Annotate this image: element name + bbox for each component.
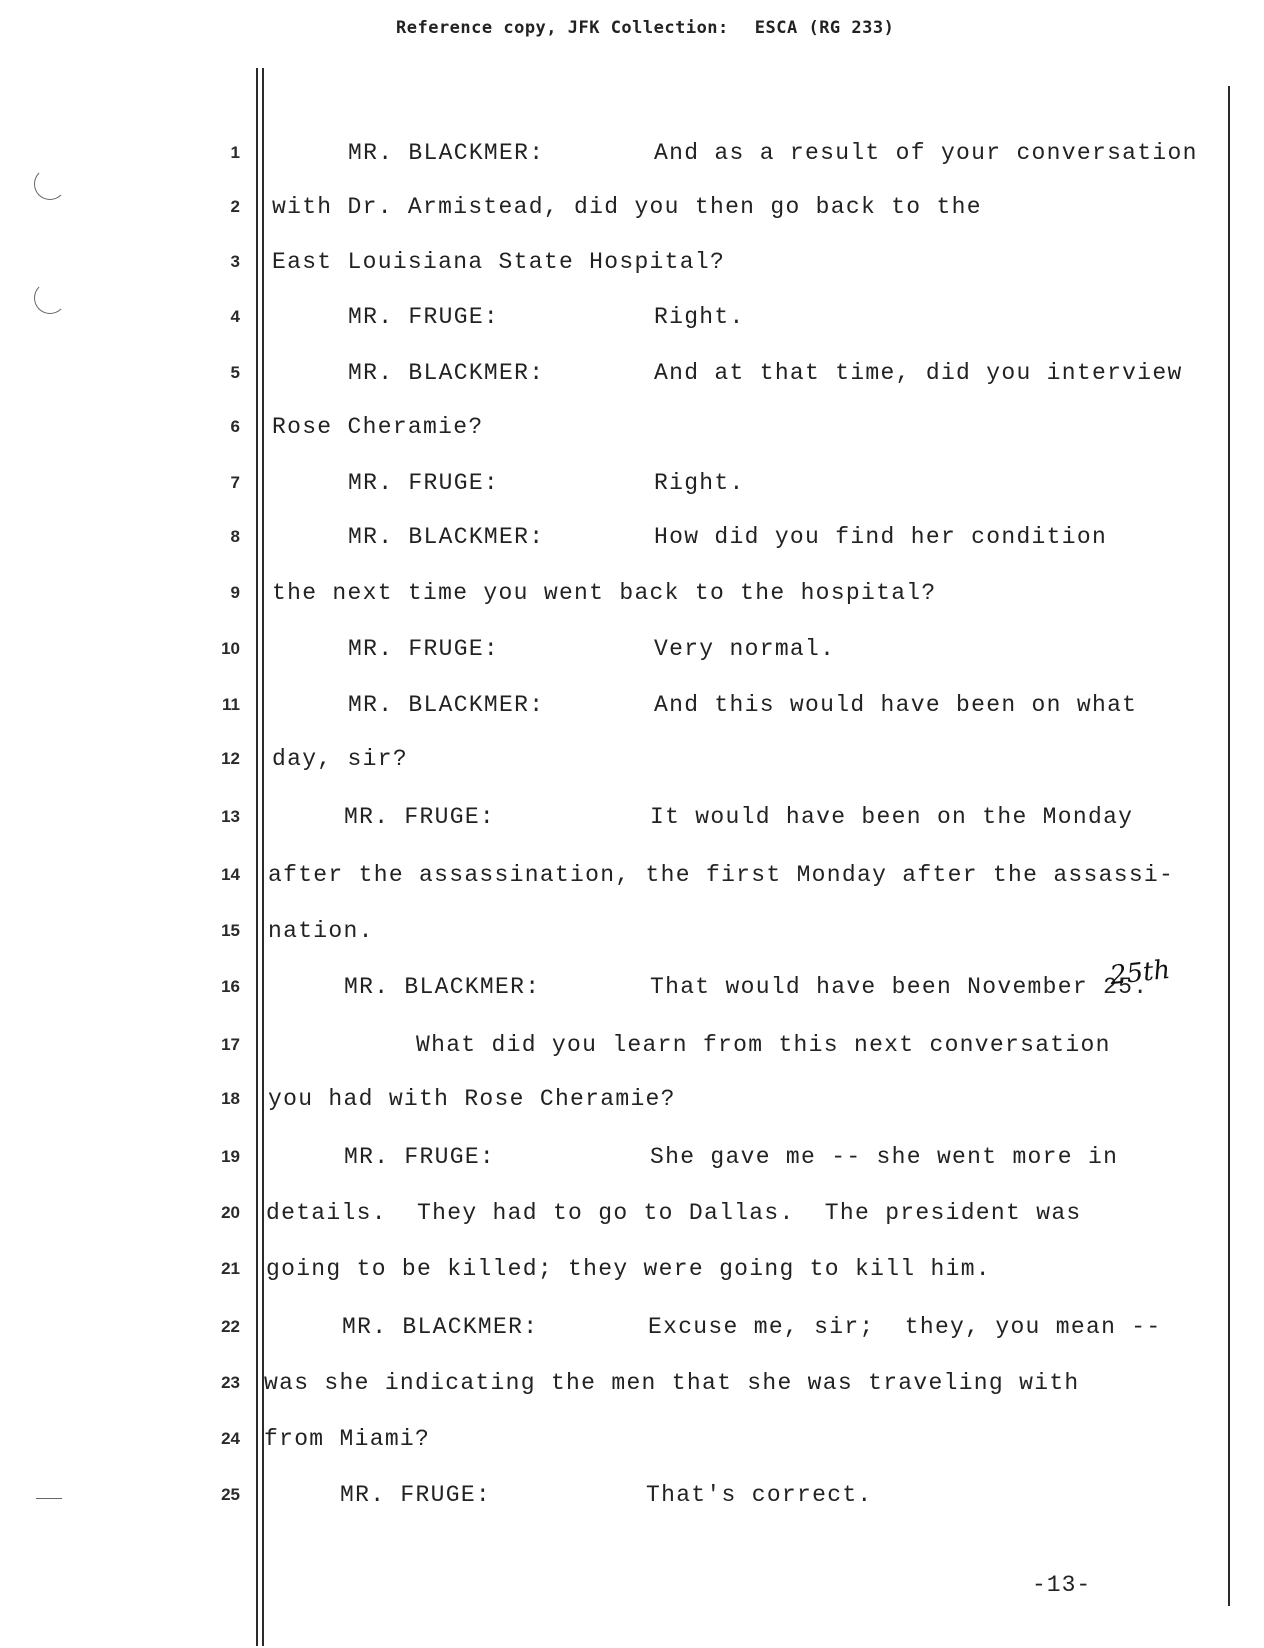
line-text: It would have been on the Monday bbox=[650, 804, 1134, 830]
transcript-line bbox=[272, 580, 937, 606]
transcript-line bbox=[268, 862, 1174, 888]
transcript-line bbox=[342, 1314, 1161, 1340]
line-text: Very normal. bbox=[654, 636, 836, 662]
line-number: 6 bbox=[230, 417, 240, 436]
line-number: 12 bbox=[221, 749, 240, 768]
transcript-line bbox=[268, 1086, 676, 1112]
line-text: day, sir? bbox=[272, 746, 408, 772]
speaker-label: MR. FRUGE: bbox=[348, 636, 500, 662]
speaker-label: MR. FRUGE: bbox=[348, 304, 500, 330]
scan-mark bbox=[36, 1498, 62, 1499]
line-number: 22 bbox=[221, 1317, 240, 1336]
line-number: 24 bbox=[221, 1429, 240, 1448]
line-number: 13 bbox=[221, 807, 240, 826]
line-number: 18 bbox=[221, 1089, 240, 1108]
transcript-line bbox=[264, 1370, 1080, 1396]
speaker-label: MR. BLACKMER: bbox=[342, 1314, 539, 1340]
transcript-line bbox=[268, 918, 374, 944]
transcript-line bbox=[272, 746, 408, 772]
line-text: What did you learn from this next conversation bbox=[416, 1032, 1111, 1058]
speaker-label: MR. BLACKMER: bbox=[344, 974, 541, 1000]
line-number: 5 bbox=[230, 363, 240, 382]
line-text: from Miami? bbox=[264, 1426, 431, 1452]
transcript-line bbox=[348, 636, 835, 662]
transcript-line bbox=[348, 524, 1107, 550]
transcript-line bbox=[272, 414, 483, 440]
line-text: after the assassination, the first Monday after the assassi- bbox=[268, 862, 1175, 888]
transcript-line bbox=[348, 692, 1137, 718]
speaker-label: MR. FRUGE: bbox=[340, 1482, 492, 1508]
transcript-line bbox=[266, 1256, 991, 1282]
line-number: 4 bbox=[230, 307, 240, 326]
line-number: 8 bbox=[230, 527, 240, 546]
line-number: 2 bbox=[230, 197, 240, 216]
line-number: 11 bbox=[222, 695, 240, 714]
transcript-line bbox=[348, 140, 1198, 166]
speaker-label: MR. BLACKMER: bbox=[348, 360, 545, 386]
line-number: 17 bbox=[221, 1035, 240, 1054]
line-text: was she indicating the men that she was traveling with bbox=[264, 1370, 1080, 1396]
line-number: 25 bbox=[221, 1485, 240, 1504]
speaker-label: MR. FRUGE: bbox=[348, 470, 500, 496]
line-number: 1 bbox=[230, 143, 240, 162]
punch-mark bbox=[34, 282, 66, 314]
line-number: 16 bbox=[221, 977, 240, 996]
line-text: Rose Cheramie? bbox=[272, 414, 484, 440]
line-number: 7 bbox=[230, 473, 240, 492]
transcript-line bbox=[348, 360, 1183, 386]
line-text: nation. bbox=[268, 918, 374, 944]
transcript-line bbox=[266, 1200, 1082, 1226]
punch-mark bbox=[34, 168, 66, 200]
transcript-line bbox=[272, 194, 982, 220]
page-number: -13- bbox=[1032, 1572, 1092, 1598]
transcript-line bbox=[344, 1144, 1118, 1170]
line-text: How did you find her condition bbox=[654, 524, 1108, 550]
line-number: 23 bbox=[221, 1373, 240, 1392]
line-text: And at that time, did you interview bbox=[654, 360, 1183, 386]
line-number: 15 bbox=[221, 921, 240, 940]
line-number: 20 bbox=[221, 1203, 240, 1222]
line-text: Excuse me, sir; they, you mean -- bbox=[648, 1314, 1162, 1340]
speaker-label: MR. FRUGE: bbox=[344, 1144, 496, 1170]
line-text: details. They had to go to Dallas. The president was bbox=[266, 1200, 1082, 1226]
speaker-label: MR. BLACKMER: bbox=[348, 140, 545, 166]
transcript-line bbox=[264, 1426, 430, 1452]
reference-header bbox=[396, 18, 894, 38]
line-number: 21 bbox=[221, 1259, 240, 1278]
line-text: with Dr. Armistead, did you then go back to the bbox=[272, 194, 982, 220]
line-text: the next time you went back to the hospital? bbox=[272, 580, 937, 606]
line-number: 3 bbox=[230, 252, 240, 271]
line-text: And this would have been on what bbox=[654, 692, 1138, 718]
line-number: 10 bbox=[221, 639, 240, 658]
line-text: She gave me -- she went more in bbox=[650, 1144, 1119, 1170]
line-text: Right. bbox=[654, 304, 745, 330]
line-number: 9 bbox=[230, 583, 240, 602]
left-margin-rule bbox=[256, 68, 258, 1646]
header-prefix: Reference copy, JFK Collection: bbox=[396, 18, 729, 38]
transcript-line bbox=[272, 249, 725, 275]
line-text: going to be killed; they were going to kill him. bbox=[266, 1256, 991, 1282]
right-margin-rule bbox=[1228, 86, 1230, 1606]
line-text: That would have been November 25. bbox=[650, 974, 1149, 1000]
transcript-line bbox=[348, 470, 745, 496]
line-number: 19 bbox=[221, 1147, 240, 1166]
handwritten-correction: 25th bbox=[1108, 954, 1172, 992]
header-collection: ESCA (RG 233) bbox=[754, 18, 895, 38]
speaker-label: MR. FRUGE: bbox=[344, 804, 496, 830]
line-text: you had with Rose Cheramie? bbox=[268, 1086, 676, 1112]
line-text: Right. bbox=[654, 470, 745, 496]
speaker-label: MR. BLACKMER: bbox=[348, 692, 545, 718]
transcript-line bbox=[348, 304, 745, 330]
transcript-line bbox=[416, 1032, 1111, 1058]
line-text: And as a result of your conversation bbox=[654, 140, 1198, 166]
line-number: 14 bbox=[221, 865, 240, 884]
transcript-line bbox=[340, 1482, 873, 1508]
transcript-line bbox=[344, 804, 1133, 830]
speaker-label: MR. BLACKMER: bbox=[348, 524, 545, 550]
left-margin-rule-inner bbox=[262, 68, 264, 1646]
line-text: East Louisiana State Hospital? bbox=[272, 249, 726, 275]
transcript-line bbox=[344, 974, 1148, 1000]
line-text: That's correct. bbox=[646, 1482, 873, 1508]
